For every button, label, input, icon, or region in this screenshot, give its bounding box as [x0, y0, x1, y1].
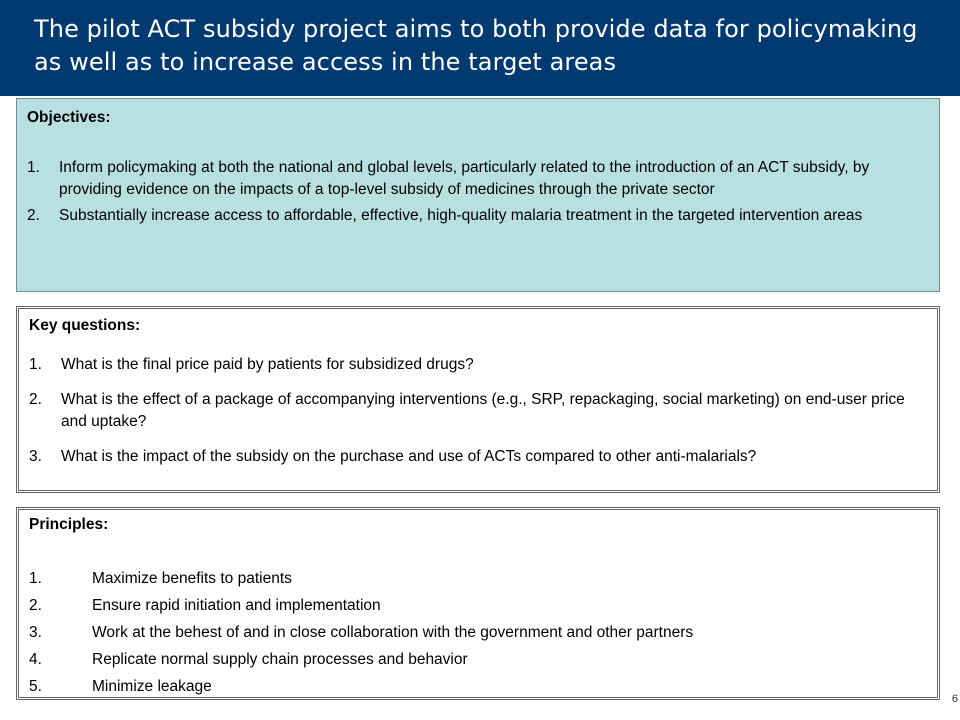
principle-item	[29, 619, 923, 646]
principles-box	[16, 507, 940, 700]
key-questions-box	[16, 306, 940, 493]
principle-number: 2.	[29, 597, 42, 614]
principles-heading: Principles:	[29, 516, 109, 533]
principles-list	[29, 565, 923, 700]
principle-number: 4.	[29, 651, 42, 668]
key-question-text: What is the effect of a package of accompanying interventions (e.g., SRP, repackaging, social marketing) on end-user price and uptake?	[61, 391, 905, 430]
key-question-number: 1.	[29, 356, 42, 373]
key-questions-heading: Key questions:	[29, 317, 141, 334]
principle-text: Maximize benefits to patients	[92, 570, 292, 587]
principle-number: 3.	[29, 624, 42, 641]
principle-item	[29, 673, 923, 700]
objective-item	[27, 205, 925, 227]
key-question-text: What is the impact of the subsidy on the purchase and use of ACTs compared to other anti-malarials?	[61, 448, 757, 465]
key-question-item	[29, 446, 923, 468]
objectives-heading: Objectives:	[27, 109, 111, 126]
principle-item	[29, 592, 923, 619]
page-number: 6	[951, 693, 958, 705]
key-question-text: What is the final price paid by patients for subsidized drugs?	[61, 356, 474, 373]
principle-text: Minimize leakage	[92, 678, 212, 695]
key-question-number: 3.	[29, 448, 42, 465]
objectives-list	[27, 157, 925, 227]
objective-item	[27, 157, 925, 201]
objectives-box	[16, 98, 940, 292]
key-question-number: 2.	[29, 391, 42, 408]
key-questions-list	[29, 354, 923, 468]
objective-number: 1.	[27, 159, 40, 176]
slide-header	[0, 0, 960, 96]
key-question-item	[29, 389, 923, 433]
principle-number: 1.	[29, 570, 42, 587]
objective-text: Inform policymaking at both the national and global levels, particularly related to the introduction of an ACT subsidy, by providing evidence on the impacts of a top-level subsidy of medicines through the private sector	[59, 159, 870, 198]
principle-text: Replicate normal supply chain processes and behavior	[92, 651, 468, 668]
objective-text: Substantially increase access to affordable, effective, high-quality malaria treatment in the targeted intervention areas	[59, 207, 863, 224]
principle-number: 5.	[29, 678, 42, 695]
slide-title: The pilot ACT subsidy project aims to both provide data for policymaking as well as to increase access in the target areas	[34, 15, 918, 76]
principle-item	[29, 565, 923, 592]
key-question-item	[29, 354, 923, 376]
principle-item	[29, 646, 923, 673]
objective-number: 2.	[27, 207, 40, 224]
principle-text: Ensure rapid initiation and implementation	[92, 597, 381, 614]
principle-text: Work at the behest of and in close collaboration with the government and other partners	[92, 624, 694, 641]
